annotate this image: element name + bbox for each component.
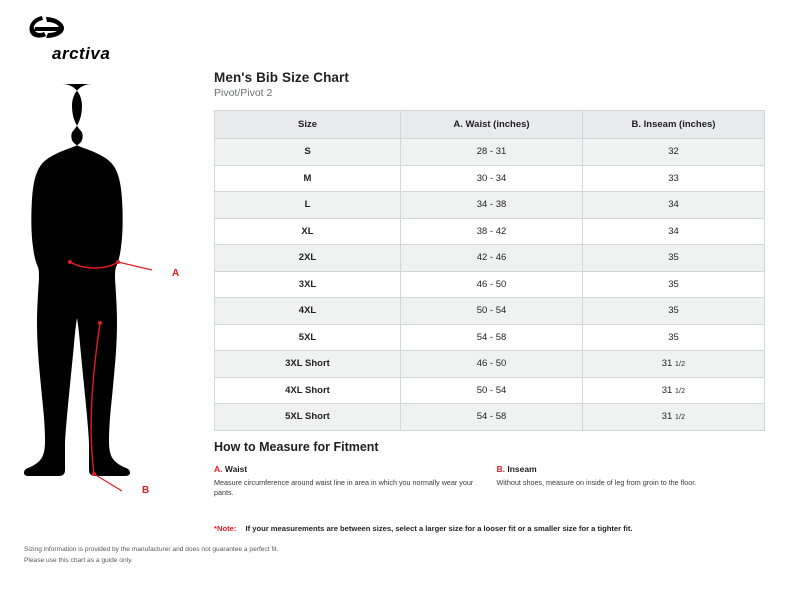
cell-size: M xyxy=(215,165,401,192)
cell-inseam: 34 xyxy=(583,218,765,245)
size-chart-block xyxy=(214,70,764,431)
cell-size: 3XL xyxy=(215,271,401,298)
table-row xyxy=(215,218,765,245)
cell-inseam: 31 1/2 xyxy=(583,351,765,378)
cell-size: L xyxy=(215,192,401,219)
measure-name-waist: Waist xyxy=(224,464,248,474)
table-row xyxy=(215,324,765,351)
table-row xyxy=(215,165,765,192)
cell-waist: 28 - 31 xyxy=(401,139,583,166)
measure-item-inseam xyxy=(492,464,775,499)
column-header-inseam: B. Inseam (inches) xyxy=(583,111,765,139)
cell-size: 2XL xyxy=(215,245,401,272)
how-to-measure-section xyxy=(214,440,774,499)
cell-inseam: 35 xyxy=(583,245,765,272)
table-row xyxy=(215,245,765,272)
annotation-b-label: B xyxy=(142,485,150,496)
cell-size: S xyxy=(215,139,401,166)
chart-subtitle: Pivot/Pivot 2 xyxy=(214,87,273,99)
size-table xyxy=(214,110,765,431)
measure-text-inseam: Without shoes, measure on inside of leg from groin to the floor. xyxy=(496,478,697,487)
table-row xyxy=(215,192,765,219)
annotation-a-label: A xyxy=(172,268,180,279)
cell-waist: 30 - 34 xyxy=(401,165,583,192)
cell-waist: 46 - 50 xyxy=(401,271,583,298)
note-line xyxy=(214,524,633,533)
cell-inseam: 32 xyxy=(583,139,765,166)
cell-waist: 38 - 42 xyxy=(401,218,583,245)
cell-size: 5XL xyxy=(215,324,401,351)
cell-waist: 46 - 50 xyxy=(401,351,583,378)
cell-waist: 34 - 38 xyxy=(401,192,583,219)
how-to-measure-title: How to Measure for Fitment xyxy=(214,440,379,454)
cell-inseam: 31 1/2 xyxy=(583,404,765,431)
cell-waist: 42 - 46 xyxy=(401,245,583,272)
column-header-size: Size xyxy=(215,111,401,139)
measure-item-waist-heading xyxy=(214,464,492,474)
cell-size: 3XL Short xyxy=(215,351,401,378)
disclaimer xyxy=(24,545,278,566)
table-header-row xyxy=(215,111,765,139)
table-row xyxy=(215,139,765,166)
note-text: If your measurements are between sizes, select a larger size for a looser fit or a smaller size for a tighter fit. xyxy=(245,524,633,533)
cell-inseam: 35 xyxy=(583,271,765,298)
cell-inseam: 35 xyxy=(583,324,765,351)
table-row xyxy=(215,351,765,378)
measure-item-inseam-heading xyxy=(497,464,775,474)
measure-name-inseam: Inseam xyxy=(507,464,537,474)
cell-inseam: 35 xyxy=(583,298,765,325)
cell-inseam: 34 xyxy=(583,192,765,219)
chart-title: Men's Bib Size Chart xyxy=(214,70,349,85)
arctiva-logo xyxy=(26,14,136,66)
table-row xyxy=(215,404,765,431)
cell-waist: 50 - 54 xyxy=(401,298,583,325)
note-label: *Note: xyxy=(214,524,237,533)
cell-waist: 54 - 58 xyxy=(401,404,583,431)
cell-waist: 50 - 54 xyxy=(401,377,583,404)
cell-size: 4XL Short xyxy=(215,377,401,404)
measure-text-waist: Measure circumference around waist line in area in which you normally wear your pants. xyxy=(214,478,474,498)
svg-text:arctiva: arctiva xyxy=(52,44,111,63)
measure-letter-b: B. xyxy=(496,464,505,474)
table-row xyxy=(215,298,765,325)
cell-size: 4XL xyxy=(215,298,401,325)
table-row xyxy=(215,271,765,298)
cell-inseam: 31 1/2 xyxy=(583,377,765,404)
table-row xyxy=(215,377,765,404)
cell-size: XL xyxy=(215,218,401,245)
cell-inseam: 33 xyxy=(583,165,765,192)
disclaimer-line-2: Please use this chart as a guide only. xyxy=(24,556,133,564)
disclaimer-line-1: Sizing information is provided by the manufacturer and does not guarantee a perfect fit. xyxy=(24,546,279,553)
cell-waist: 54 - 58 xyxy=(401,324,583,351)
measure-letter-a: A. xyxy=(214,464,223,474)
column-header-waist: A. Waist (inches) xyxy=(401,111,583,139)
body-silhouette-figure xyxy=(22,78,197,528)
measure-item-waist xyxy=(214,464,492,499)
cell-size: 5XL Short xyxy=(215,404,401,431)
